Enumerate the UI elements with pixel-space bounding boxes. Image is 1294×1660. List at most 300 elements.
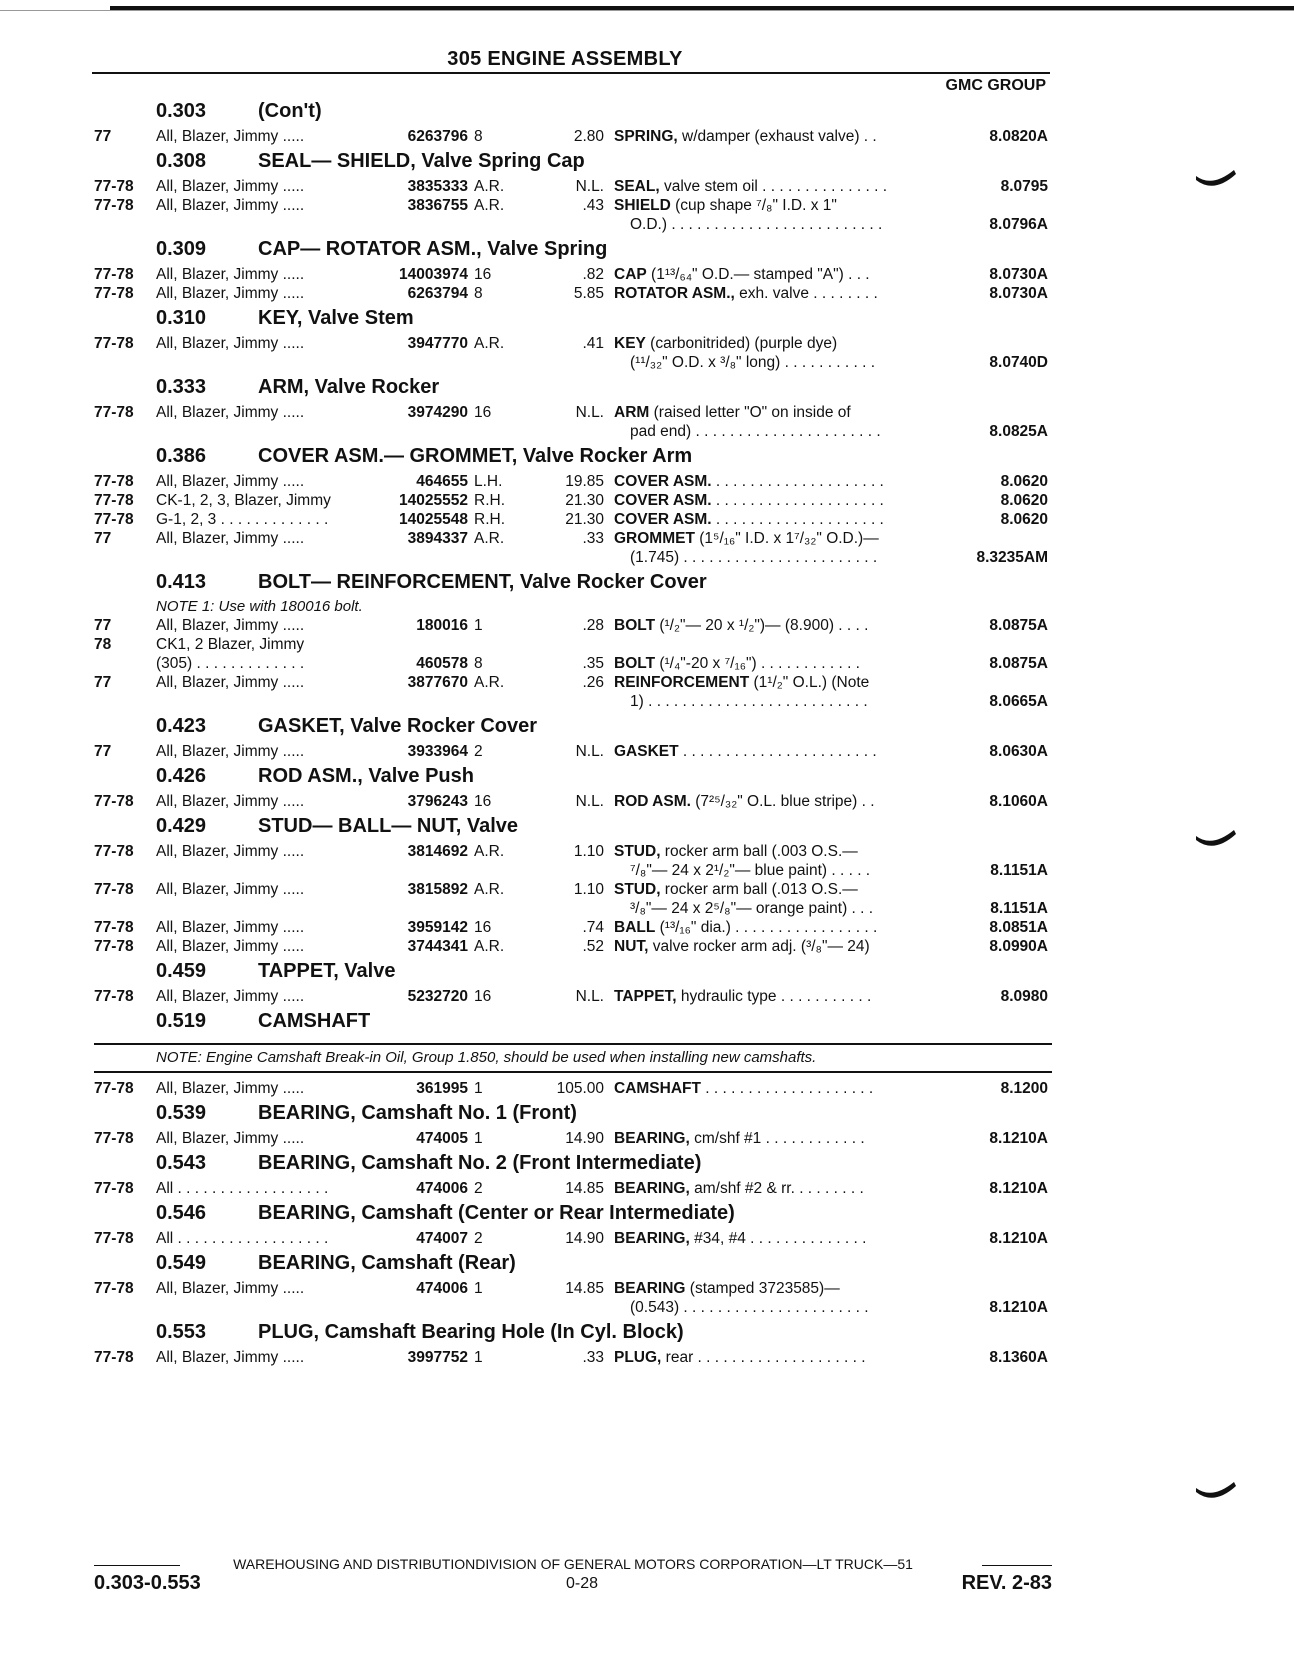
section-number: 0.310: [156, 307, 207, 329]
year-range: 77: [94, 530, 112, 547]
description-text: ⁷/₈"— 24 x 2¹/₂"— blue paint) . . . . .: [630, 862, 871, 879]
part-number: 3959142: [407, 919, 468, 936]
description-text: . . . . . . . . . . . . . . . . . . . .: [711, 492, 884, 509]
price: .82: [582, 266, 604, 283]
year-range: 77-78: [94, 938, 134, 955]
description: [614, 127, 936, 146]
section-name: (Con't): [258, 100, 322, 122]
section-number: 0.413: [156, 571, 207, 593]
quantity: 1: [474, 1349, 483, 1366]
price: .43: [582, 197, 604, 214]
part-number: 3835333: [407, 178, 468, 195]
description: [614, 654, 936, 673]
section-heading: [0, 96, 1294, 127]
description-text: (1¹/₂" O.L.) (Note: [749, 674, 870, 691]
part-row: [0, 422, 1294, 441]
part-row: [0, 548, 1294, 567]
part-number: 3997752: [407, 1349, 468, 1366]
section-number: 0.543: [156, 1152, 207, 1174]
quantity: 1: [474, 1130, 483, 1147]
section-number: 0.303: [156, 100, 207, 122]
part-row: [0, 880, 1294, 899]
section-heading: [0, 1198, 1294, 1229]
application: All, Blazer, Jimmy .....: [156, 285, 305, 302]
description: [614, 918, 936, 937]
year-range: 77-78: [94, 1130, 134, 1147]
section-note: NOTE 1: Use with 180016 bolt.: [156, 598, 363, 615]
quantity: 2: [474, 1180, 483, 1197]
description: [614, 1079, 936, 1098]
note-rule-bottom: [94, 1071, 1052, 1073]
part-row: [0, 1298, 1294, 1317]
quantity: 2: [474, 1230, 483, 1247]
section-name: STUD— BALL— NUT, Valve: [258, 815, 519, 837]
part-number: 3947770: [407, 335, 468, 352]
description: [614, 529, 936, 548]
application: All, Blazer, Jimmy .....: [156, 530, 305, 547]
part-row: [0, 334, 1294, 353]
part-row: [0, 742, 1294, 761]
year-range: 77-78: [94, 793, 134, 810]
year-range: 77-78: [94, 1230, 134, 1247]
description: [614, 742, 936, 761]
group-code: 8.1151A: [990, 862, 1048, 879]
description-keyword: BEARING,: [614, 1180, 690, 1197]
year-range: 77-78: [94, 285, 134, 302]
year-range: 77-78: [94, 511, 134, 528]
part-row: [0, 842, 1294, 861]
part-row: [0, 284, 1294, 303]
section-number: 0.309: [156, 238, 207, 260]
application: All, Blazer, Jimmy .....: [156, 1280, 305, 1297]
part-row: [0, 353, 1294, 372]
section-heading: [0, 1006, 1294, 1037]
binder-hole-mark: [1194, 1478, 1238, 1504]
group-code: 8.1210A: [989, 1180, 1048, 1197]
quantity: 1: [474, 617, 483, 634]
price: 19.85: [565, 473, 604, 490]
part-row: [0, 265, 1294, 284]
description: [630, 215, 952, 234]
description: [614, 1229, 936, 1248]
camshaft-note: NOTE: Engine Camshaft Break-in Oil, Group 1.850, should be used when installing new camshafts.: [156, 1049, 817, 1066]
application: (305) . . . . . . . . . . . . .: [156, 655, 305, 672]
section-heading: [0, 956, 1294, 987]
quantity: R.H.: [474, 492, 505, 509]
description-keyword: TAPPET,: [614, 988, 677, 1005]
price: .41: [582, 335, 604, 352]
application: All, Blazer, Jimmy .....: [156, 881, 305, 898]
price: 1.10: [573, 881, 604, 898]
part-row: [0, 1348, 1294, 1367]
group-code: 8.0875A: [989, 655, 1048, 672]
part-row: [0, 510, 1294, 529]
part-row: [0, 899, 1294, 918]
description-keyword: BOLT: [614, 655, 656, 672]
description-keyword: CAP: [614, 266, 647, 283]
description-keyword: ROD ASM.: [614, 793, 691, 810]
description-keyword: STUD,: [614, 843, 661, 860]
group-code: 8.0990A: [989, 938, 1048, 955]
application: All, Blazer, Jimmy .....: [156, 1349, 305, 1366]
price: 5.85: [573, 285, 604, 302]
part-number: 14003974: [399, 266, 468, 283]
price: N.L.: [575, 743, 604, 760]
group-code: 8.0730A: [989, 266, 1048, 283]
price: N.L.: [575, 404, 604, 421]
application: All, Blazer, Jimmy .....: [156, 743, 305, 760]
year-range: 77-78: [94, 404, 134, 421]
application: All . . . . . . . . . . . . . . . . . .: [156, 1180, 329, 1197]
section-heading: [0, 1148, 1294, 1179]
group-code: 8.0730A: [989, 285, 1048, 302]
parts-list: [0, 96, 1294, 1367]
description-keyword: CAMSHAFT: [614, 1080, 701, 1097]
application: CK-1, 2, 3, Blazer, Jimmy: [156, 492, 331, 509]
application: All, Blazer, Jimmy .....: [156, 617, 305, 634]
group-code: 8.0795: [1000, 178, 1048, 195]
description: [614, 616, 936, 635]
description-text: (¹¹/₃₂" O.D. x ³/₈" long) . . . . . . . . . . .: [630, 354, 876, 371]
description: [614, 880, 936, 899]
description-text: (raised letter "O" on inside of: [649, 404, 851, 421]
quantity: 8: [474, 655, 483, 672]
section-number: 0.386: [156, 445, 207, 467]
quantity: 16: [474, 266, 492, 283]
description: [614, 284, 936, 303]
application: All, Blazer, Jimmy .....: [156, 473, 305, 490]
description-text: (0.543) . . . . . . . . . . . . . . . . . . . . . .: [630, 1299, 869, 1316]
section-heading: [0, 761, 1294, 792]
description-text: . . . . . . . . . . . . . . . . . . . .: [700, 1080, 874, 1097]
description: [614, 1179, 936, 1198]
section-heading: [0, 234, 1294, 265]
application: CK1, 2 Blazer, Jimmy: [156, 636, 305, 653]
quantity: 8: [474, 285, 483, 302]
description: [614, 792, 936, 811]
description-text: (cup shape ⁷/₈" I.D. x 1": [670, 197, 837, 214]
part-number: 3836755: [407, 197, 468, 214]
description-keyword: COVER ASM.: [614, 473, 712, 490]
description-keyword: BEARING: [614, 1280, 686, 1297]
description-keyword: SEAL,: [614, 178, 660, 195]
year-range: 77-78: [94, 473, 134, 490]
section-number: 0.553: [156, 1321, 207, 1343]
section-name: SEAL— SHIELD, Valve Spring Cap: [258, 150, 585, 172]
price: N.L.: [575, 793, 604, 810]
price: 21.30: [565, 511, 604, 528]
section-name: BOLT— REINFORCEMENT, Valve Rocker Cover: [258, 571, 707, 593]
page-title: 305 ENGINE ASSEMBLY: [447, 48, 683, 70]
section-number: 0.539: [156, 1102, 207, 1124]
part-number: 6263796: [407, 128, 468, 145]
price: .74: [582, 919, 604, 936]
footer-page-number: 0-28: [565, 1575, 599, 1592]
part-number: 3974290: [407, 404, 468, 421]
group-code: 8.0875A: [989, 617, 1048, 634]
part-row: [0, 654, 1294, 673]
part-number: 464655: [416, 473, 468, 490]
part-row: [0, 177, 1294, 196]
price: .28: [582, 617, 604, 634]
group-code: 8.3235AM: [976, 549, 1048, 566]
section-name: BEARING, Camshaft (Center or Rear Intermediate): [258, 1202, 735, 1224]
section-heading: [0, 146, 1294, 177]
section-number: 0.423: [156, 715, 207, 737]
description: [614, 673, 936, 692]
price: N.L.: [575, 988, 604, 1005]
part-number: 474006: [416, 1180, 468, 1197]
part-row: [0, 692, 1294, 711]
footer-revision: REV. 2-83: [961, 1572, 1052, 1594]
part-row: [0, 635, 1294, 654]
section-name: CAP— ROTATOR ASM., Valve Spring: [258, 238, 608, 260]
quantity: A.R.: [474, 881, 505, 898]
quantity: R.H.: [474, 511, 505, 528]
quantity: A.R.: [474, 674, 505, 691]
application: All, Blazer, Jimmy .....: [156, 404, 305, 421]
description: [614, 842, 936, 861]
quantity: 1: [474, 1080, 483, 1097]
description-text: valve rocker arm adj. (³/₈"— 24): [648, 938, 870, 955]
footer-range: 0.303-0.553: [94, 1572, 201, 1594]
year-range: 77-78: [94, 178, 134, 195]
part-row: [0, 918, 1294, 937]
description-keyword: NUT,: [614, 938, 649, 955]
quantity: A.R.: [474, 843, 505, 860]
year-range: 77-78: [94, 335, 134, 352]
description-keyword: KEY: [614, 335, 646, 352]
price: .26: [582, 674, 604, 691]
description-text: hydraulic type . . . . . . . . . . .: [676, 988, 872, 1005]
quantity: 16: [474, 793, 492, 810]
price: 2.80: [573, 128, 604, 145]
section-heading: [0, 1098, 1294, 1129]
description-text: (1¹³/₆₄" O.D.— stamped "A") . . .: [646, 266, 870, 283]
description-text: rear . . . . . . . . . . . . . . . . . . . .: [661, 1349, 866, 1366]
group-code: 8.0820A: [989, 128, 1048, 145]
description-keyword: STUD,: [614, 881, 661, 898]
part-row: [0, 491, 1294, 510]
year-range: 77: [94, 674, 112, 691]
price: 14.85: [565, 1280, 604, 1297]
description-text: (1.745) . . . . . . . . . . . . . . . . . . . . . . .: [630, 549, 878, 566]
section-heading: [0, 303, 1294, 334]
group-code: 8.0980: [1000, 988, 1048, 1005]
quantity: 8: [474, 128, 483, 145]
description-keyword: ROTATOR ASM.,: [614, 285, 735, 302]
part-number: 3877670: [407, 674, 468, 691]
part-row: [0, 861, 1294, 880]
part-number: 180016: [416, 617, 468, 634]
section-number: 0.333: [156, 376, 207, 398]
application: All, Blazer, Jimmy .....: [156, 919, 305, 936]
section-name: BEARING, Camshaft No. 1 (Front): [258, 1102, 577, 1124]
price: 105.00: [556, 1080, 604, 1097]
quantity: A.R.: [474, 178, 505, 195]
description-text: . . . . . . . . . . . . . . . . . . . . . . .: [678, 743, 877, 760]
description: [630, 692, 952, 711]
quantity: 16: [474, 988, 492, 1005]
part-number: 14025552: [399, 492, 468, 509]
quantity: 16: [474, 919, 492, 936]
year-range: 77-78: [94, 1180, 134, 1197]
section-heading: [0, 372, 1294, 403]
section-heading: [0, 567, 1294, 598]
quantity: 1: [474, 1280, 483, 1297]
group-code: 8.1210A: [989, 1130, 1048, 1147]
year-range: 77: [94, 617, 112, 634]
section-number: 0.308: [156, 150, 207, 172]
part-number: 474005: [416, 1130, 468, 1147]
group-code: 8.1210A: [989, 1230, 1048, 1247]
application: G-1, 2, 3 . . . . . . . . . . . . .: [156, 511, 329, 528]
year-range: 77-78: [94, 1280, 134, 1297]
application: All, Blazer, Jimmy .....: [156, 793, 305, 810]
description-text: 1) . . . . . . . . . . . . . . . . . . . . . . . . . .: [630, 693, 868, 710]
group-code: 8.1060A: [989, 793, 1048, 810]
description: [614, 987, 936, 1006]
top-rule-thin: [0, 10, 1294, 11]
quantity: 2: [474, 743, 483, 760]
description-keyword: BALL: [614, 919, 656, 936]
section-number: 0.429: [156, 815, 207, 837]
group-code: 8.0665A: [989, 693, 1048, 710]
group-code: 8.0620: [1000, 473, 1048, 490]
price: 14.90: [565, 1130, 604, 1147]
part-row: [0, 196, 1294, 215]
description: [614, 334, 936, 353]
description-text: (stamped 3723585)—: [685, 1280, 840, 1297]
description-text: #34, #4 . . . . . . . . . . . . . .: [689, 1230, 867, 1247]
section-name: CAMSHAFT: [258, 1010, 371, 1032]
description-text: . . . . . . . . . . . . . . . . . . . .: [711, 511, 884, 528]
description-text: am/shf #2 & rr. . . . . . . . .: [689, 1180, 864, 1197]
application: All, Blazer, Jimmy .....: [156, 128, 305, 145]
part-number: 3796243: [407, 793, 468, 810]
year-range: 77-78: [94, 492, 134, 509]
description: [614, 403, 936, 422]
year-range: 78: [94, 636, 112, 653]
section-number: 0.426: [156, 765, 207, 787]
application: All, Blazer, Jimmy .....: [156, 197, 305, 214]
description-keyword: BEARING,: [614, 1230, 690, 1247]
part-row: [0, 529, 1294, 548]
description-text: (¹/₄"-20 x ⁷/₁₆") . . . . . . . . . . . .: [655, 655, 860, 672]
description-keyword: REINFORCEMENT: [614, 674, 750, 691]
group-label: GMC GROUP: [945, 77, 1046, 94]
section-heading: [0, 1317, 1294, 1348]
year-range: 77-78: [94, 843, 134, 860]
part-number: 460578: [416, 655, 468, 672]
description-text: (¹/₂"— 20 x ¹/₂")— (8.900) . . . .: [655, 617, 869, 634]
price: 21.30: [565, 492, 604, 509]
part-row: [0, 1079, 1294, 1098]
part-number: 6263794: [407, 285, 468, 302]
section-heading: [0, 811, 1294, 842]
group-code: 8.0630A: [989, 743, 1048, 760]
group-code: 8.1360A: [989, 1349, 1048, 1366]
description: [630, 899, 952, 918]
description: [614, 1279, 936, 1298]
part-number: 3815892: [407, 881, 468, 898]
application: All, Blazer, Jimmy .....: [156, 1080, 305, 1097]
year-range: 77: [94, 128, 112, 145]
application: All, Blazer, Jimmy .....: [156, 335, 305, 352]
group-code: 8.0740D: [989, 354, 1048, 371]
description: [614, 510, 936, 529]
description-text: (carbonitrided) (purple dye): [645, 335, 838, 352]
description-keyword: GROMMET: [614, 530, 695, 547]
part-number: 3744341: [407, 938, 468, 955]
description-text: (1⁵/₁₆" I.D. x 1⁷/₃₂" O.D.)—: [694, 530, 879, 547]
description: [614, 472, 936, 491]
section-name: KEY, Valve Stem: [258, 307, 414, 329]
group-code: 8.0620: [1000, 492, 1048, 509]
part-number: 361995: [416, 1080, 468, 1097]
price: 1.10: [573, 843, 604, 860]
description: [630, 1298, 952, 1317]
description-keyword: BOLT: [614, 617, 656, 634]
group-code: 8.0796A: [989, 216, 1048, 233]
quantity: A.R.: [474, 938, 505, 955]
section-number: 0.459: [156, 960, 207, 982]
section-name: COVER ASM.— GROMMET, Valve Rocker Arm: [258, 445, 693, 467]
description-text: rocker arm ball (.013 O.S.—: [660, 881, 858, 898]
price: .33: [582, 530, 604, 547]
part-row: [0, 616, 1294, 635]
application: All, Blazer, Jimmy .....: [156, 178, 305, 195]
binder-hole-mark: [1194, 166, 1238, 192]
quantity: A.R.: [474, 335, 505, 352]
section-name: TAPPET, Valve: [258, 960, 396, 982]
section-number: 0.546: [156, 1202, 207, 1224]
section-name: PLUG, Camshaft Bearing Hole (In Cyl. Block): [258, 1321, 684, 1343]
description-text: valve stem oil . . . . . . . . . . . . . . .: [659, 178, 888, 195]
application: All, Blazer, Jimmy .....: [156, 938, 305, 955]
description-keyword: SHIELD: [614, 197, 671, 214]
section-name: BEARING, Camshaft (Rear): [258, 1252, 516, 1274]
part-row: [0, 1179, 1294, 1198]
description: [614, 1348, 936, 1367]
description-keyword: BEARING,: [614, 1130, 690, 1147]
price: 14.90: [565, 1230, 604, 1247]
part-row: [0, 215, 1294, 234]
part-row: [0, 987, 1294, 1006]
price: .35: [582, 655, 604, 672]
description: [630, 353, 952, 372]
part-number: 5232720: [407, 988, 468, 1005]
description-keyword: COVER ASM.: [614, 492, 712, 509]
description: [614, 177, 936, 196]
part-row: [0, 1279, 1294, 1298]
group-code: 8.1200: [1000, 1080, 1048, 1097]
description-text: pad end) . . . . . . . . . . . . . . . . . . . . . .: [630, 423, 881, 440]
year-range: 77: [94, 743, 112, 760]
description: [614, 491, 936, 510]
application: All, Blazer, Jimmy .....: [156, 266, 305, 283]
application: All, Blazer, Jimmy .....: [156, 988, 305, 1005]
part-number: 3814692: [407, 843, 468, 860]
application: All, Blazer, Jimmy .....: [156, 674, 305, 691]
application: All, Blazer, Jimmy .....: [156, 843, 305, 860]
price: .52: [582, 938, 604, 955]
description: [614, 265, 936, 284]
part-row: [0, 673, 1294, 692]
price: .33: [582, 1349, 604, 1366]
description-text: O.D.) . . . . . . . . . . . . . . . . . . . . . . . . .: [630, 216, 883, 233]
part-row: [0, 792, 1294, 811]
